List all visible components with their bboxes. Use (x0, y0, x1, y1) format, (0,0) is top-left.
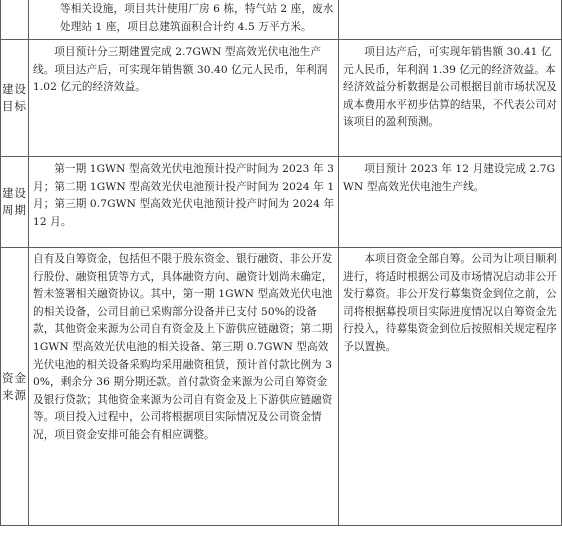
table-row-facilities (1, 0, 562, 40)
cell-text: 项目预计分三期建置完成 2.7GWN 型高效光伏电池生产线。项目达产后，可实现年销售额 30.40 亿元人民币，年利润 1.02 亿元的经济效益。 (33, 46, 328, 94)
label-line: 周期 (2, 203, 27, 217)
label-line: 资金 (2, 370, 27, 385)
table-row-construction-period (1, 157, 562, 248)
table-row-construction-target (1, 40, 562, 157)
construction-target-left (29, 40, 339, 157)
row-label-empty (1, 0, 29, 40)
cell-text: 自有及自筹资金，包括但不限于股东资金、银行融资、非公开发行股份、融资租赁等方式，具体融资方向、融资计划尚未确定，暂未签署相关融资协议。其中，第一期 1GWN 型高效光伏电池的相关设备，公司目前已采购部分设备并已支付 50%的设备款，其他资金来源为公司自有资金及上下游供应链融资；第二期 1GWN 型高效光伏电池的相关设备、第三期 0.7GWN 型高效光伏电池的相关设备采购均采用融资租赁，预计首付款比例为 30%，剩余分 36 期分期还款。首付款资金来源为公司自筹资金及银行贷款；其他资金来源为公司自有资金及上下游供应链融资等。项目投入过程中，公司将根据项目实际情况及公司资金情况，项目资金安排可能会有相应调整。 (33, 253, 333, 441)
facilities-description-left (29, 0, 339, 40)
cell-text: 项目预计 2023 年 12 月建设完成 2.7GWN 型高效光伏电池生产线。 (343, 163, 556, 193)
facilities-description-right (339, 0, 562, 40)
row-label-construction-target (1, 40, 29, 157)
cell-text: 第一期 1GWN 型高效光伏电池预计投产时间为 2023 年 3 月；第二期 1GWN 型高效光伏电池预计投产时间为 2024 年 1 月；第三期 0.7GWN 型高效光伏电池预计投产时间为 2024 年 12 月。 (33, 163, 335, 228)
funding-source-right (339, 248, 562, 526)
label-line: 建设 (2, 186, 27, 200)
cell-text: 等相关设施，项目共计使用厂房 6 栋，特气站 2 座，废水处理站 1 座，项目总建筑面积合计约 4.5 万平方米。 (60, 3, 334, 33)
funding-source-left (29, 248, 339, 526)
row-label-funding-source (1, 248, 29, 526)
construction-target-right (339, 40, 562, 157)
label-line: 来源 (2, 387, 27, 402)
label-line: 目标 (2, 99, 27, 113)
construction-period-left (29, 157, 339, 248)
cell-text: 本项目资金全部自筹。公司为让项目顺利进行，将适时根据公司及市场情况启动非公开发行募资。非公开发行募集资金到位之前，公司将根据募投项目实际进度情况以自筹资金先行投入，待募集资金到位后按照相关规定程序予以置换。 (343, 253, 557, 353)
cell-text: 项目达产后，可实现年销售额 30.41 亿元人民币，年利润 1.39 亿元的经济效益。本经济效益分析数据是公司根据目前市场状况及成本费用水平初步估算的结果，不代表公司对该项目的盈利预测。 (343, 46, 557, 129)
table-row-funding-source (1, 248, 562, 526)
label-line: 建设 (2, 82, 27, 96)
row-label-construction-period (1, 157, 29, 248)
construction-period-right (339, 157, 562, 248)
